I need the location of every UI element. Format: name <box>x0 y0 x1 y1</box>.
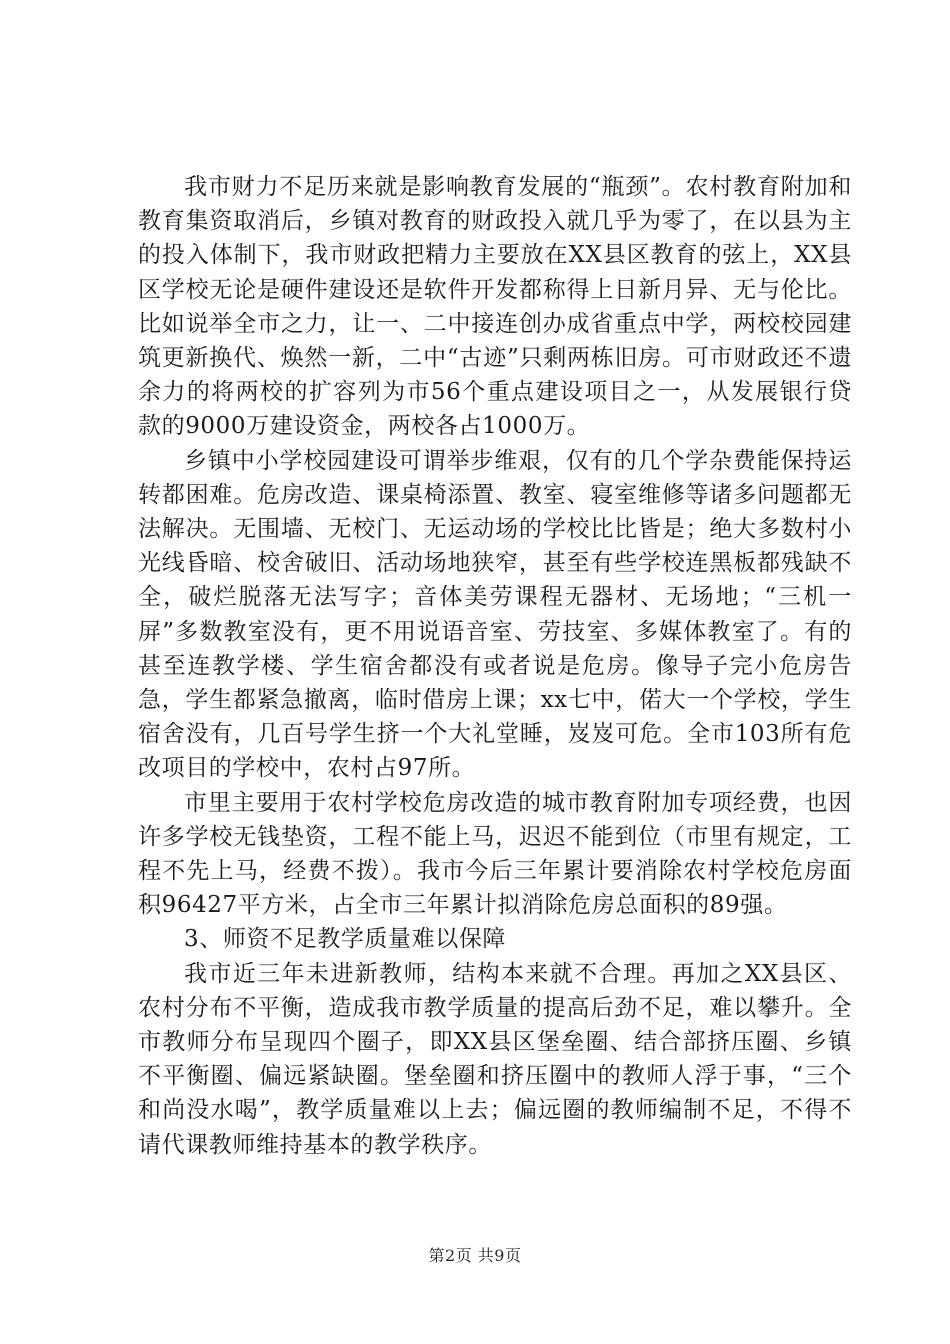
page-footer: 第2页 共9页 <box>428 1246 522 1265</box>
document-body <box>138 170 852 1162</box>
paragraph-rural-schools: 乡镇中小学校园建设可谓举步维艰，仅有的几个学杂费能保持运转都困难。危房改造、课桌椅添置、教室、寝室维修等诸多问题都无法解决。无围墙、无校门、无运动场的学校比比皆是；绝大多数村小光线昏暗、校舍破旧、活动场地狭窄，甚至有些学校连黑板都残缺不全，破烂脱落无法写字；音体美劳课程无器材、无场地；“三机一屏”多数教室没有，更不用说语音室、劳技室、多媒体教室了。有的甚至连教学楼、学生宿舍都没有或者说是危房。像导子完小危房告急，学生都紧急撤离，临时借房上课；xx七中，偌大一个学校，学生宿舍没有，几百号学生挤一个大礼堂睡，岌岌可危。全市103所有危改项目的学校中，农村占97所。 <box>138 447 852 782</box>
paragraph-renovation-funds: 市里主要用于农村学校危房改造的城市教育附加专项经费，也因许多学校无钱垫资，工程不能上马，迟迟不能到位（市里有规定，工程不先上马，经费不拨）。我市今后三年累计要消除农村学校危房面积96427平方米，占全市三年累计拟消除危房总面积的89强。 <box>138 789 852 919</box>
section-heading: 3、师资不足教学质量难以保障 <box>184 926 507 953</box>
paragraph-finance: 我市财力不足历来就是影响教育发展的“瓶颈”。农村教育附加和教育集资取消后，乡镇对教育的财政投入就几乎为零了，在以县为主的投入体制下，我市财政把精力主要放在XX县区教育的弦上，XX县区学校无论是硬件建设还是软件开发都称得上日新月异、无与伦比。比如说举全市之力，让一、二中接连创办成省重点中学，两校校园建筑更新换代、焕然一新，二中“古迹”只剩两栋旧房。可市财政还不遗余力的将两校的扩容列为市56个重点建设项目之一，从发展银行贷款的9000万建设资金，两校各占1000万。 <box>138 174 852 440</box>
paragraph-teachers: 我市近三年未进新教师，结构本来就不合理。再加之XX县区、农村分布不平衡，造成我市教学质量的提高后劲不足，难以攀升。全市教师分布呈现四个圈子，即XX县区堡垒圈、结合部挤压圈、乡镇不平衡圈、偏远紧缺圈。堡垒圈和挤压圈中的教师人浮于事，“三个和尚没水喝”，教学质量难以上去；偏远圈的教师编制不足，不得不请代课教师维持基本的教学秩序。 <box>138 960 852 1158</box>
